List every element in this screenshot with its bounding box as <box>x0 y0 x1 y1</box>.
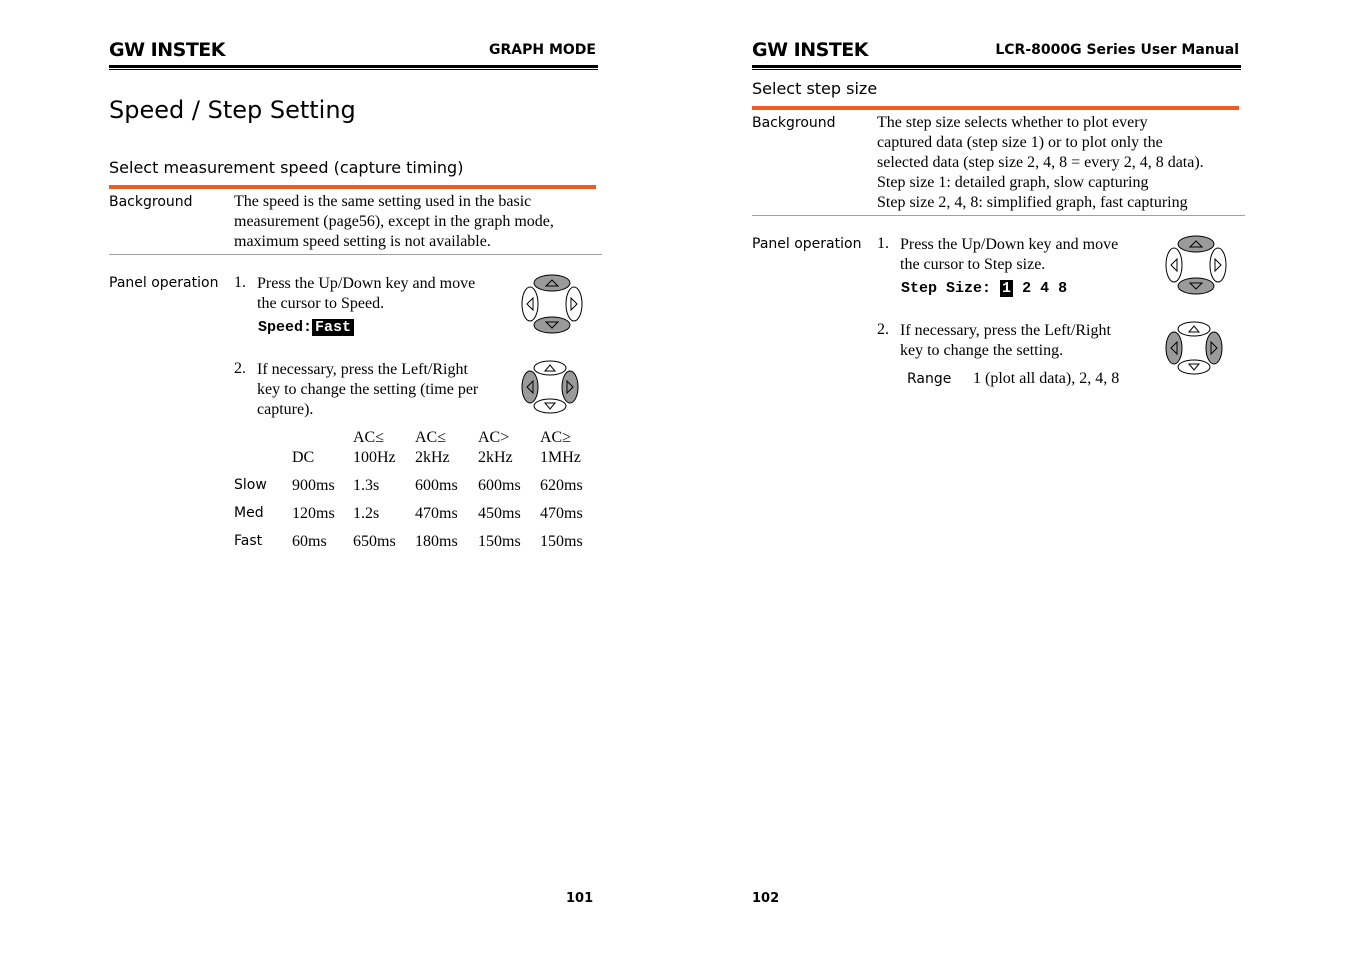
page-number: 102 <box>752 891 780 906</box>
table-cell: 650ms <box>353 533 396 550</box>
table-header-ac100hz: AC≤ 100Hz <box>353 429 396 466</box>
lcd-speed-value: Fast <box>312 319 354 336</box>
step-2-number: 2. <box>234 360 246 377</box>
leftright-keypad-icon <box>520 358 580 416</box>
page-number: 101 <box>566 891 594 906</box>
lcd-step-size-label: Step Size: <box>901 280 992 297</box>
table-header-dc: DC <box>292 449 315 466</box>
step-1-number: 1. <box>234 274 246 291</box>
right-page <box>676 0 1351 954</box>
range-label: Range <box>907 371 952 387</box>
page-title: Speed / Step Setting <box>109 96 356 124</box>
table-cell: 900ms <box>292 477 335 494</box>
table-header-ac2khz-gt: AC> 2kHz <box>478 429 513 466</box>
table-row-label: Slow <box>234 477 267 493</box>
table-cell: 600ms <box>478 477 521 494</box>
header-title: GRAPH MODE <box>489 42 596 58</box>
svg-text:GW INSTEK: GW INSTEK <box>752 39 868 60</box>
updown-keypad-icon <box>520 272 584 336</box>
lcd-speed-display <box>258 319 354 336</box>
section-accent-rule <box>752 106 1239 110</box>
step-1-text: Press the Up/Down key and move the cursor to Step size. <box>900 236 1119 273</box>
section-accent-rule <box>109 185 596 189</box>
table-cell: 1.3s <box>353 477 380 494</box>
updown-keypad-icon <box>1164 233 1228 297</box>
header-rule-thin <box>109 69 598 70</box>
table-header-ac2khz-le: AC≤ 2kHz <box>415 429 450 466</box>
panel-operation-label: Panel operation <box>752 236 862 252</box>
table-row-label: Med <box>234 505 264 521</box>
section-heading: Select measurement speed (capture timing) <box>109 158 464 177</box>
svg-text:GW INSTEK: GW INSTEK <box>109 39 225 60</box>
background-text: The step size selects whether to plot every captured data (step size 1) or to plot only the selected data (step size 2, 4, 8 = every 2, 4, 8 data). Step size 1: detailed graph, slow capturing Step size 2, 4, 8: simplified graph, fast capturing <box>877 114 1204 211</box>
table-cell: 180ms <box>415 533 458 550</box>
panel-operation-label: Panel operation <box>109 275 219 291</box>
step-2-text: If necessary, press the Left/Right key to change the setting. <box>900 322 1111 359</box>
header-title: LCR-8000G Series User Manual <box>995 42 1239 58</box>
lcd-speed-label: Speed: <box>258 319 313 336</box>
header-rule <box>109 65 598 68</box>
range-value: 1 (plot all data), 2, 4, 8 <box>973 370 1120 387</box>
table-cell: 150ms <box>478 533 521 550</box>
table-cell: 470ms <box>415 505 458 522</box>
step-2-number: 2. <box>877 321 889 338</box>
table-cell: 120ms <box>292 505 335 522</box>
gw-instek-logo-icon <box>109 38 229 60</box>
lcd-step-size-options: 2 4 8 <box>1022 280 1068 297</box>
table-cell: 450ms <box>478 505 521 522</box>
table-cell: 150ms <box>540 533 583 550</box>
leftright-keypad-icon <box>1164 319 1224 377</box>
table-header-ac1mhz: AC≥ 1MHz <box>540 429 581 466</box>
step-1-number: 1. <box>877 235 889 252</box>
section-divider <box>109 254 602 255</box>
background-label: Background <box>109 194 193 210</box>
section-heading: Select step size <box>752 79 878 98</box>
lcd-step-size-selected: 1 <box>1002 280 1012 297</box>
table-cell: 470ms <box>540 505 583 522</box>
table-cell: 600ms <box>415 477 458 494</box>
table-row-label: Fast <box>234 533 263 549</box>
background-text: The speed is the same setting used in the basic measurement (page56), except in the graph mode, maximum speed setting is not available. <box>234 193 554 250</box>
step-2-text: If necessary, press the Left/Right key to change the setting (time per capture). <box>257 361 479 418</box>
section-divider <box>752 215 1245 216</box>
table-cell: 60ms <box>292 533 327 550</box>
table-cell: 1.2s <box>353 505 380 522</box>
background-label: Background <box>752 115 836 131</box>
table-cell: 620ms <box>540 477 583 494</box>
lcd-step-size-display <box>901 280 1067 297</box>
header-rule <box>752 65 1241 68</box>
step-1-text: Press the Up/Down key and move the cursor to Speed. <box>257 275 476 312</box>
header-rule-thin <box>752 69 1241 70</box>
gw-instek-logo-icon <box>752 38 872 60</box>
